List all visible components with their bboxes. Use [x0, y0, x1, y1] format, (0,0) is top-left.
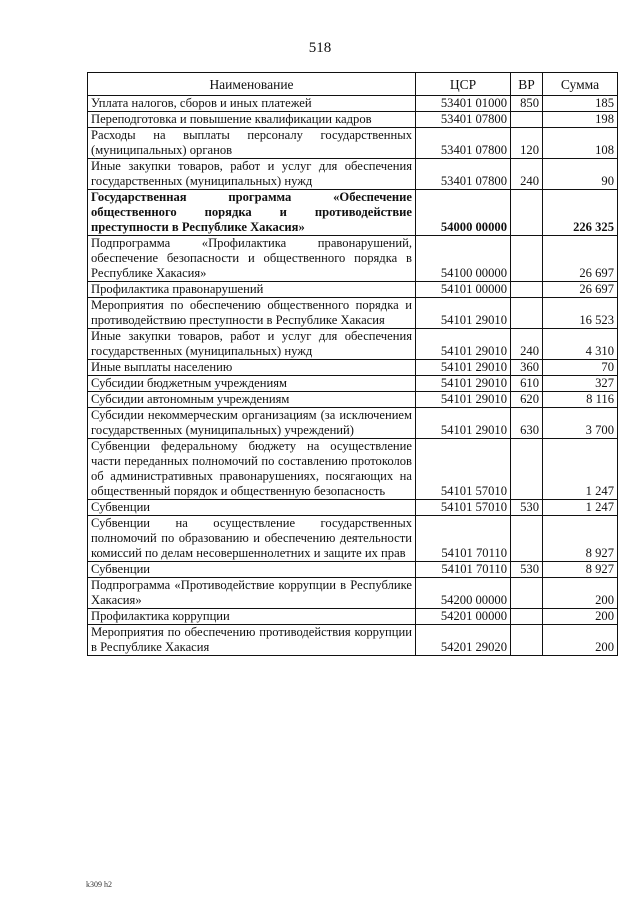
- table-row: [88, 439, 618, 500]
- table-row: [88, 159, 618, 190]
- cell-vr: [511, 236, 543, 282]
- cell-csr: 53401 07800: [416, 112, 511, 128]
- table-row: [88, 329, 618, 360]
- cell-vr: [511, 578, 543, 609]
- table-row: [88, 376, 618, 392]
- cell-vr: 240: [511, 159, 543, 190]
- header-csr: ЦСР: [416, 73, 511, 96]
- table-header-row: [88, 73, 618, 96]
- table-row: [88, 236, 618, 282]
- cell-name: Иные закупки товаров, работ и услуг для обеспечения государственных (муниципальных) нужд: [88, 159, 416, 190]
- cell-vr: 620: [511, 392, 543, 408]
- cell-csr: 53401 01000: [416, 96, 511, 112]
- table-row: [88, 282, 618, 298]
- cell-csr: 54101 00000: [416, 282, 511, 298]
- cell-sum: 226 325: [543, 190, 618, 236]
- cell-name: Иные закупки товаров, работ и услуг для обеспечения государственных (муниципальных) нужд: [88, 329, 416, 360]
- cell-csr: 54200 00000: [416, 578, 511, 609]
- cell-csr: 54101 57010: [416, 500, 511, 516]
- cell-name: Мероприятия по обеспечению общественного порядка и противодействию преступности в Республике Хакасия: [88, 298, 416, 329]
- cell-csr: 54101 70110: [416, 562, 511, 578]
- header-sum: Сумма: [543, 73, 618, 96]
- cell-sum: 200: [543, 625, 618, 656]
- cell-sum: 1 247: [543, 500, 618, 516]
- cell-name: Субсидии автономным учреждениям: [88, 392, 416, 408]
- cell-vr: [511, 298, 543, 329]
- cell-vr: [511, 516, 543, 562]
- cell-name: Субвенции: [88, 500, 416, 516]
- table-row: [88, 112, 618, 128]
- cell-csr: 54101 29010: [416, 298, 511, 329]
- cell-sum: 327: [543, 376, 618, 392]
- cell-name: Субвенции федеральному бюджету на осуществление части переданных полномочий по составлению протоколов об административных правонарушениях, посягающих на общественный порядок и общественную безопасность: [88, 439, 416, 500]
- cell-vr: [511, 112, 543, 128]
- cell-csr: 54101 29010: [416, 329, 511, 360]
- cell-name: Профилактика правонарушений: [88, 282, 416, 298]
- cell-sum: 4 310: [543, 329, 618, 360]
- cell-vr: [511, 625, 543, 656]
- cell-vr: [511, 190, 543, 236]
- cell-name: Иные выплаты населению: [88, 360, 416, 376]
- cell-vr: 850: [511, 96, 543, 112]
- cell-sum: 16 523: [543, 298, 618, 329]
- cell-csr: 53401 07800: [416, 128, 511, 159]
- header-name: Наименование: [88, 73, 416, 96]
- footer-code: k309 h2: [86, 880, 112, 889]
- cell-sum: 26 697: [543, 282, 618, 298]
- table-row: [88, 298, 618, 329]
- cell-sum: 200: [543, 578, 618, 609]
- cell-sum: 198: [543, 112, 618, 128]
- table-row: [88, 360, 618, 376]
- cell-name: Субвенции: [88, 562, 416, 578]
- cell-csr: 54101 29010: [416, 360, 511, 376]
- cell-sum: 8 116: [543, 392, 618, 408]
- cell-name: Субвенции на осуществление государственных полномочий по образованию и обеспечению деятельности комиссий по делам несовершеннолетних и защите их прав: [88, 516, 416, 562]
- cell-sum: 26 697: [543, 236, 618, 282]
- cell-sum: 70: [543, 360, 618, 376]
- cell-vr: [511, 282, 543, 298]
- cell-csr: 53401 07800: [416, 159, 511, 190]
- cell-csr: 54101 70110: [416, 516, 511, 562]
- cell-name: Субсидии некоммерческим организациям (за исключением государственных (муниципальных) учреждений): [88, 408, 416, 439]
- cell-name: Подпрограмма «Противодействие коррупции в Республике Хакасия»: [88, 578, 416, 609]
- cell-name: Переподготовка и повышение квалификации кадров: [88, 112, 416, 128]
- cell-sum: 3 700: [543, 408, 618, 439]
- budget-table: [87, 72, 618, 656]
- cell-csr: 54101 29010: [416, 376, 511, 392]
- cell-csr: 54000 00000: [416, 190, 511, 236]
- cell-vr: 120: [511, 128, 543, 159]
- page-number: 518: [308, 40, 332, 56]
- cell-name: Расходы на выплаты персоналу государственных (муниципальных) органов: [88, 128, 416, 159]
- cell-sum: 90: [543, 159, 618, 190]
- cell-vr: 530: [511, 562, 543, 578]
- cell-sum: 8 927: [543, 562, 618, 578]
- cell-csr: 54101 29010: [416, 408, 511, 439]
- cell-vr: 610: [511, 376, 543, 392]
- cell-vr: 360: [511, 360, 543, 376]
- cell-name: Мероприятия по обеспечению противодействия коррупции в Республике Хакасия: [88, 625, 416, 656]
- cell-csr: 54101 57010: [416, 439, 511, 500]
- table-row: [88, 392, 618, 408]
- cell-name: Уплата налогов, сборов и иных платежей: [88, 96, 416, 112]
- cell-csr: 54100 00000: [416, 236, 511, 282]
- cell-name: Государственная программа «Обеспечение общественного порядка и противодействие преступности в Республике Хакасия»: [88, 190, 416, 236]
- cell-name: Подпрограмма «Профилактика правонарушений, обеспечение безопасности и общественного порядка в Республике Хакасия»: [88, 236, 416, 282]
- table-row: [88, 96, 618, 112]
- table-row: [88, 500, 618, 516]
- cell-csr: 54201 00000: [416, 609, 511, 625]
- cell-sum: 200: [543, 609, 618, 625]
- cell-sum: 108: [543, 128, 618, 159]
- cell-vr: 630: [511, 408, 543, 439]
- cell-vr: 240: [511, 329, 543, 360]
- table-row: [88, 128, 618, 159]
- cell-name: Профилактика коррупции: [88, 609, 416, 625]
- header-vr: ВР: [511, 73, 543, 96]
- table-row: [88, 625, 618, 656]
- table-row: [88, 578, 618, 609]
- cell-csr: 54101 29010: [416, 392, 511, 408]
- table-row: [88, 190, 618, 236]
- cell-sum: 1 247: [543, 439, 618, 500]
- table-row: [88, 562, 618, 578]
- cell-sum: 8 927: [543, 516, 618, 562]
- table-row: [88, 408, 618, 439]
- cell-name: Субсидии бюджетным учреждениям: [88, 376, 416, 392]
- cell-vr: 530: [511, 500, 543, 516]
- cell-csr: 54201 29020: [416, 625, 511, 656]
- table-row: [88, 609, 618, 625]
- cell-sum: 185: [543, 96, 618, 112]
- cell-vr: [511, 439, 543, 500]
- cell-vr: [511, 609, 543, 625]
- table-row: [88, 516, 618, 562]
